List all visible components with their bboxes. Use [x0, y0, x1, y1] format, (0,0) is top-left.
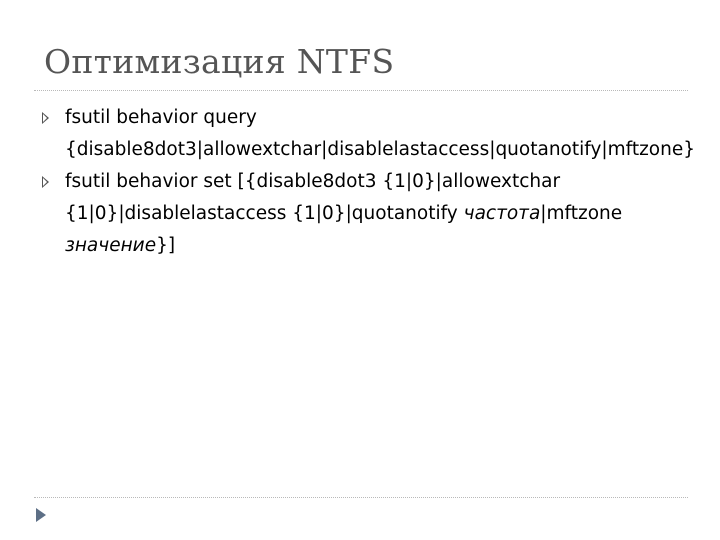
- triangle-right-outline-icon: [42, 112, 49, 124]
- bullet-list: [40, 102, 695, 262]
- title-divider: [34, 90, 688, 91]
- bullet-item-set: [40, 166, 680, 262]
- bullet-text-set-frequency: частота: [463, 203, 541, 224]
- bullet-text-set-part-2: |mftzone: [540, 203, 623, 224]
- slide-nav-arrow-icon: [36, 508, 46, 522]
- bullet-text-set-value: значение: [65, 235, 157, 256]
- bullet-text-set-part-1: fsutil behavior set [{disable8dot3 {1|0}|allowextchar {1|0}|disablelastaccess {1|0}|quotanotify: [65, 171, 561, 224]
- footer-divider: [34, 497, 688, 498]
- bullet-item-query: [40, 102, 695, 166]
- slide-title: Оптимизация NTFS: [44, 42, 395, 81]
- bullet-text-set-part-3: }]: [156, 235, 176, 256]
- bullet-text-query: fsutil behavior query {disable8dot3|allowextchar|disablelastaccess|quotanotify|mftzone}: [65, 107, 695, 160]
- triangle-right-outline-icon: [42, 176, 49, 188]
